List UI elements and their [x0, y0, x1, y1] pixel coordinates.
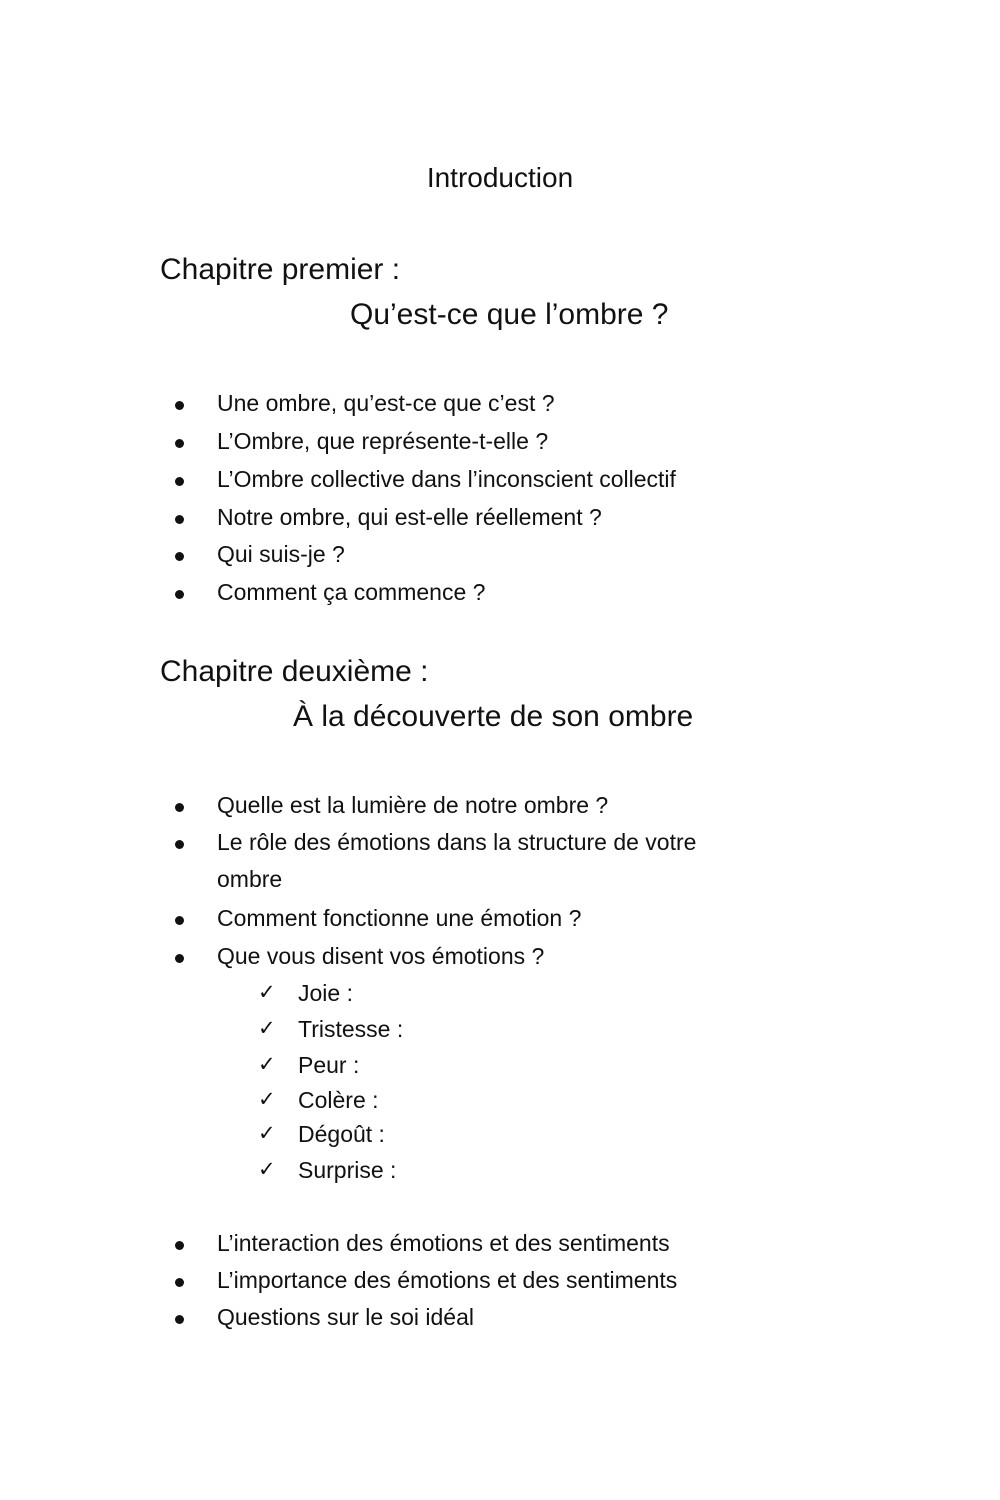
list-item-text: Comment ça commence ?	[217, 579, 486, 605]
bullet-icon	[175, 439, 184, 448]
chapter-1-title: Qu’est-ce que l’ombre ?	[350, 298, 669, 331]
bullet-icon	[175, 515, 184, 524]
chapter-2-title: À la découverte de son ombre	[293, 700, 694, 733]
sub-list-item-text: Dégoût :	[298, 1121, 385, 1147]
list-item-text: Une ombre, qu’est-ce que c’est ?	[217, 390, 555, 416]
list-item-text: ombre	[217, 866, 283, 892]
bullet-icon	[175, 954, 184, 963]
chapter-1-label: Chapitre premier :	[160, 253, 401, 286]
sub-list-item-text: Peur :	[298, 1052, 360, 1078]
list-item-text: Le rôle des émotions dans la structure de votre	[217, 829, 697, 855]
sub-list-item-text: Colère :	[298, 1087, 379, 1113]
list-item-text: Quelle est la lumière de notre ombre ?	[217, 792, 609, 818]
bullet-icon	[175, 590, 184, 599]
sub-list-item-text: Joie :	[298, 980, 353, 1006]
checkmark-icon: ✓	[258, 1157, 276, 1181]
introduction-heading: Introduction	[426, 162, 574, 193]
sub-list-item-text: Tristesse :	[298, 1016, 404, 1042]
list-item-text: L’importance des émotions et des sentiments	[217, 1267, 678, 1293]
checkmark-icon: ✓	[258, 1052, 276, 1076]
bullet-icon	[175, 1241, 184, 1250]
checkmark-icon: ✓	[258, 1087, 276, 1111]
list-item-text: L’Ombre collective dans l’inconscient collectif	[217, 466, 676, 492]
sub-list-item-text: Surprise :	[298, 1157, 397, 1183]
list-item-text: Notre ombre, qui est-elle réellement ?	[217, 504, 602, 530]
list-item-text: Questions sur le soi idéal	[217, 1304, 474, 1330]
bullet-icon	[175, 401, 184, 410]
chapter-2-label: Chapitre deuxième :	[160, 655, 429, 688]
checkmark-icon: ✓	[258, 1121, 276, 1145]
bullet-icon	[175, 840, 184, 849]
bullet-icon	[175, 803, 184, 812]
list-item-text: L’Ombre, que représente-t-elle ?	[217, 428, 549, 454]
list-item-text: L’interaction des émotions et des sentiments	[217, 1230, 670, 1256]
bullet-icon	[175, 1315, 184, 1324]
list-item-text: Que vous disent vos émotions ?	[217, 943, 545, 969]
bullet-icon	[175, 1278, 184, 1287]
list-item-text: Qui suis-je ?	[217, 541, 345, 567]
checkmark-icon: ✓	[258, 1016, 276, 1040]
bullet-icon	[175, 477, 184, 486]
list-item-text: Comment fonctionne une émotion ?	[217, 905, 582, 931]
bullet-icon	[175, 552, 184, 561]
checkmark-icon: ✓	[258, 980, 276, 1004]
bullet-icon	[175, 916, 184, 925]
